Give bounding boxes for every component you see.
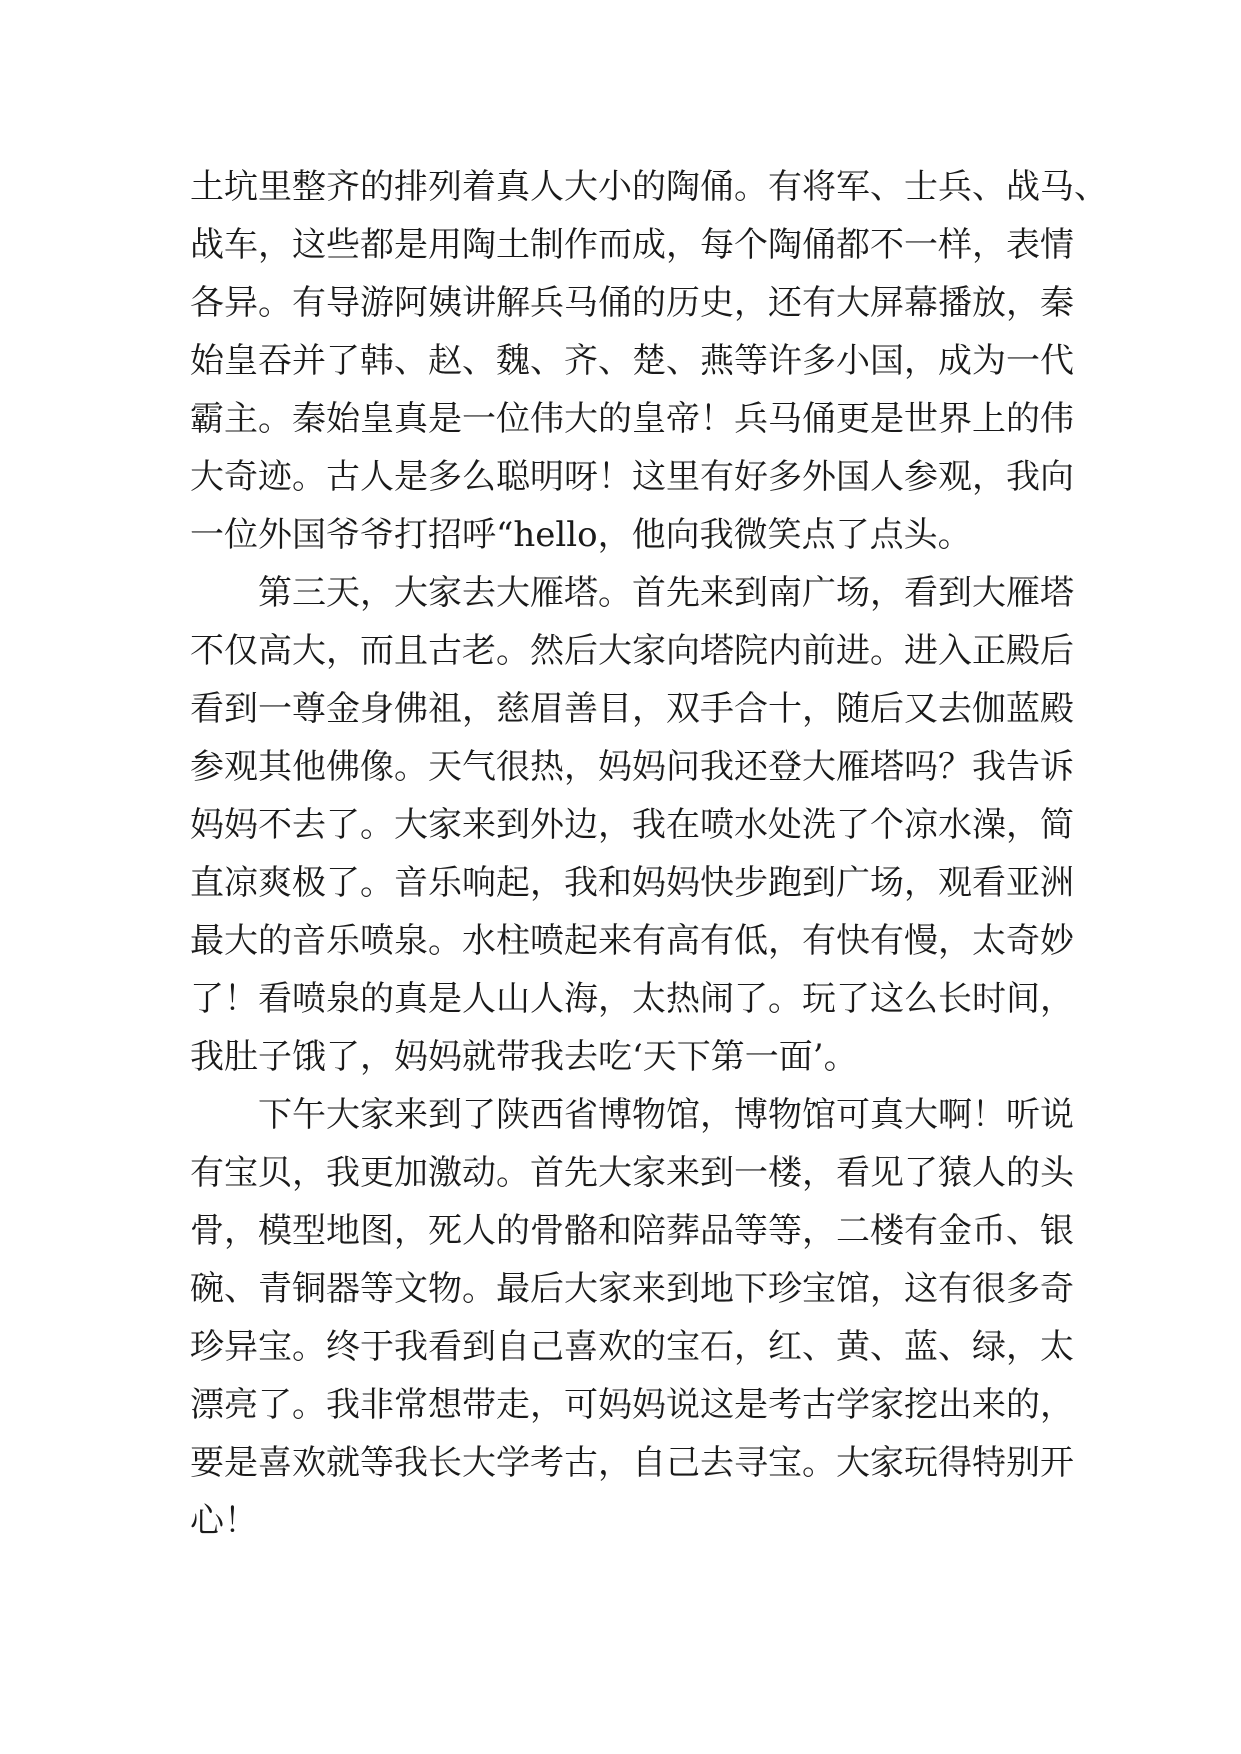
- paragraph-2: [190, 564, 1074, 1086]
- text-line: 漂亮了。我非常想带走，可妈妈说这是考古学家挖出来的，: [190, 1385, 1074, 1425]
- text-line: 霸主。秦始皇真是一位伟大的皇帝！兵马俑更是世界上的伟: [190, 399, 1074, 439]
- text-line: 一位外国爷爷打招呼“hello，他向我微笑点了点头。: [190, 515, 972, 555]
- text-line: 心！: [190, 1501, 258, 1541]
- text-line: 有宝贝，我更加激动。首先大家来到一楼，看见了猿人的头: [190, 1153, 1074, 1193]
- text-line: 要是喜欢就等我长大学考古，自己去寻宝。大家玩得特别开: [190, 1443, 1074, 1483]
- text-line: 始皇吞并了韩、赵、魏、齐、楚、燕等许多小国，成为一代: [190, 341, 1074, 381]
- text-line: 直凉爽极了。音乐响起，我和妈妈快步跑到广场，观看亚洲: [190, 863, 1074, 903]
- text-line: 珍异宝。终于我看到自己喜欢的宝石，红、黄、蓝、绿，太: [190, 1327, 1074, 1367]
- text-line: 了！看喷泉的真是人山人海，太热闹了。玩了这么长时间，: [190, 979, 1074, 1019]
- text-line: 大奇迹。古人是多么聪明呀！这里有好多外国人参观，我向: [190, 457, 1074, 497]
- paragraph-1: [190, 158, 1108, 564]
- text-line: 我肚子饿了，妈妈就带我去吃‘天下第一面’。: [190, 1037, 858, 1077]
- text-line: 下午大家来到了陕西省博物馆，博物馆可真大啊！听说: [258, 1095, 1074, 1135]
- text-line: 看到一尊金身佛祖，慈眉善目，双手合十，随后又去伽蓝殿: [190, 689, 1074, 729]
- text-line: 参观其他佛像。天气很热，妈妈问我还登大雁塔吗？我告诉: [190, 747, 1074, 787]
- text-line: 碗、青铜器等文物。最后大家来到地下珍宝馆，这有很多奇: [190, 1269, 1074, 1309]
- body-text: [190, 158, 1108, 1550]
- text-line: 各异。有导游阿姨讲解兵马俑的历史，还有大屏幕播放，秦: [190, 283, 1074, 323]
- text-line: 战车，这些都是用陶土制作而成，每个陶俑都不一样，表情: [190, 225, 1074, 265]
- text-line: 不仅高大，而且古老。然后大家向塔院内前进。进入正殿后: [190, 631, 1074, 671]
- text-line: 土坑里整齐的排列着真人大小的陶俑。有将军、士兵、战马、: [190, 167, 1108, 207]
- text-line: 妈妈不去了。大家来到外边，我在喷水处洗了个凉水澡，简: [190, 805, 1074, 845]
- text-line: 最大的音乐喷泉。水柱喷起来有高有低，有快有慢，太奇妙: [190, 921, 1074, 961]
- text-line: 骨，模型地图，死人的骨骼和陪葬品等等，二楼有金币、银: [190, 1211, 1074, 1251]
- text-line: 第三天，大家去大雁塔。首先来到南广场，看到大雁塔: [258, 573, 1074, 613]
- paragraph-3: [190, 1086, 1074, 1550]
